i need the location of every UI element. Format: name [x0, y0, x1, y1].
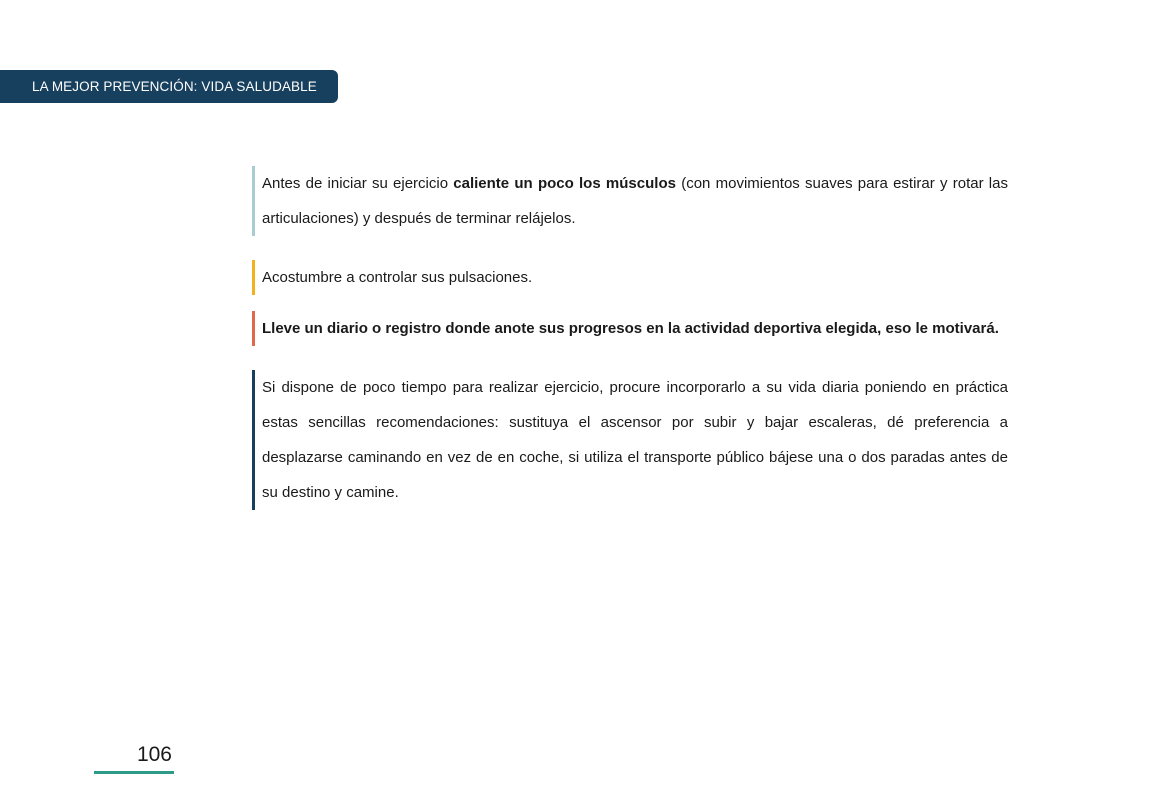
accent-bar-yellow	[252, 260, 255, 295]
accent-bar-navy	[252, 370, 255, 510]
section-banner	[0, 70, 338, 103]
section-title: LA MEJOR PREVENCIÓN: VIDA SALUDABLE	[32, 79, 317, 94]
note-pulse	[252, 260, 1008, 295]
accent-bar-light-blue	[252, 166, 255, 236]
page-number-underline	[94, 771, 174, 774]
note-text: (con movimientos suaves para estirar y rotar las articulaciones) y después de terminar relájelos.	[262, 175, 1008, 227]
note-text-bold: Lleve un diario o registro donde anote sus progresos en la actividad deportiva elegida, eso le motivará.	[262, 320, 999, 337]
note-text-bold: caliente un poco los músculos	[453, 175, 676, 192]
note-daily-exercise	[252, 370, 1008, 510]
note-text: Acostumbre a controlar sus pulsaciones.	[262, 269, 533, 286]
note-warm-up	[252, 166, 1008, 236]
note-text: Antes de iniciar su ejercicio	[262, 175, 454, 192]
page-number: 106	[136, 743, 172, 766]
note-diary	[252, 311, 1008, 346]
note-text: Si dispone de poco tiempo para realizar ejercicio, procure incorporarlo a su vida diaria poniendo en práctica estas sencillas recomendaciones: sustituya el ascensor por subir y bajar escaleras, dé preferencia a desplazarse caminando en vez de en coche, si utiliza el transporte público bájese una o dos paradas antes de su destino y camine.	[262, 379, 1008, 501]
content-area	[252, 166, 1008, 510]
accent-bar-coral	[252, 311, 255, 346]
